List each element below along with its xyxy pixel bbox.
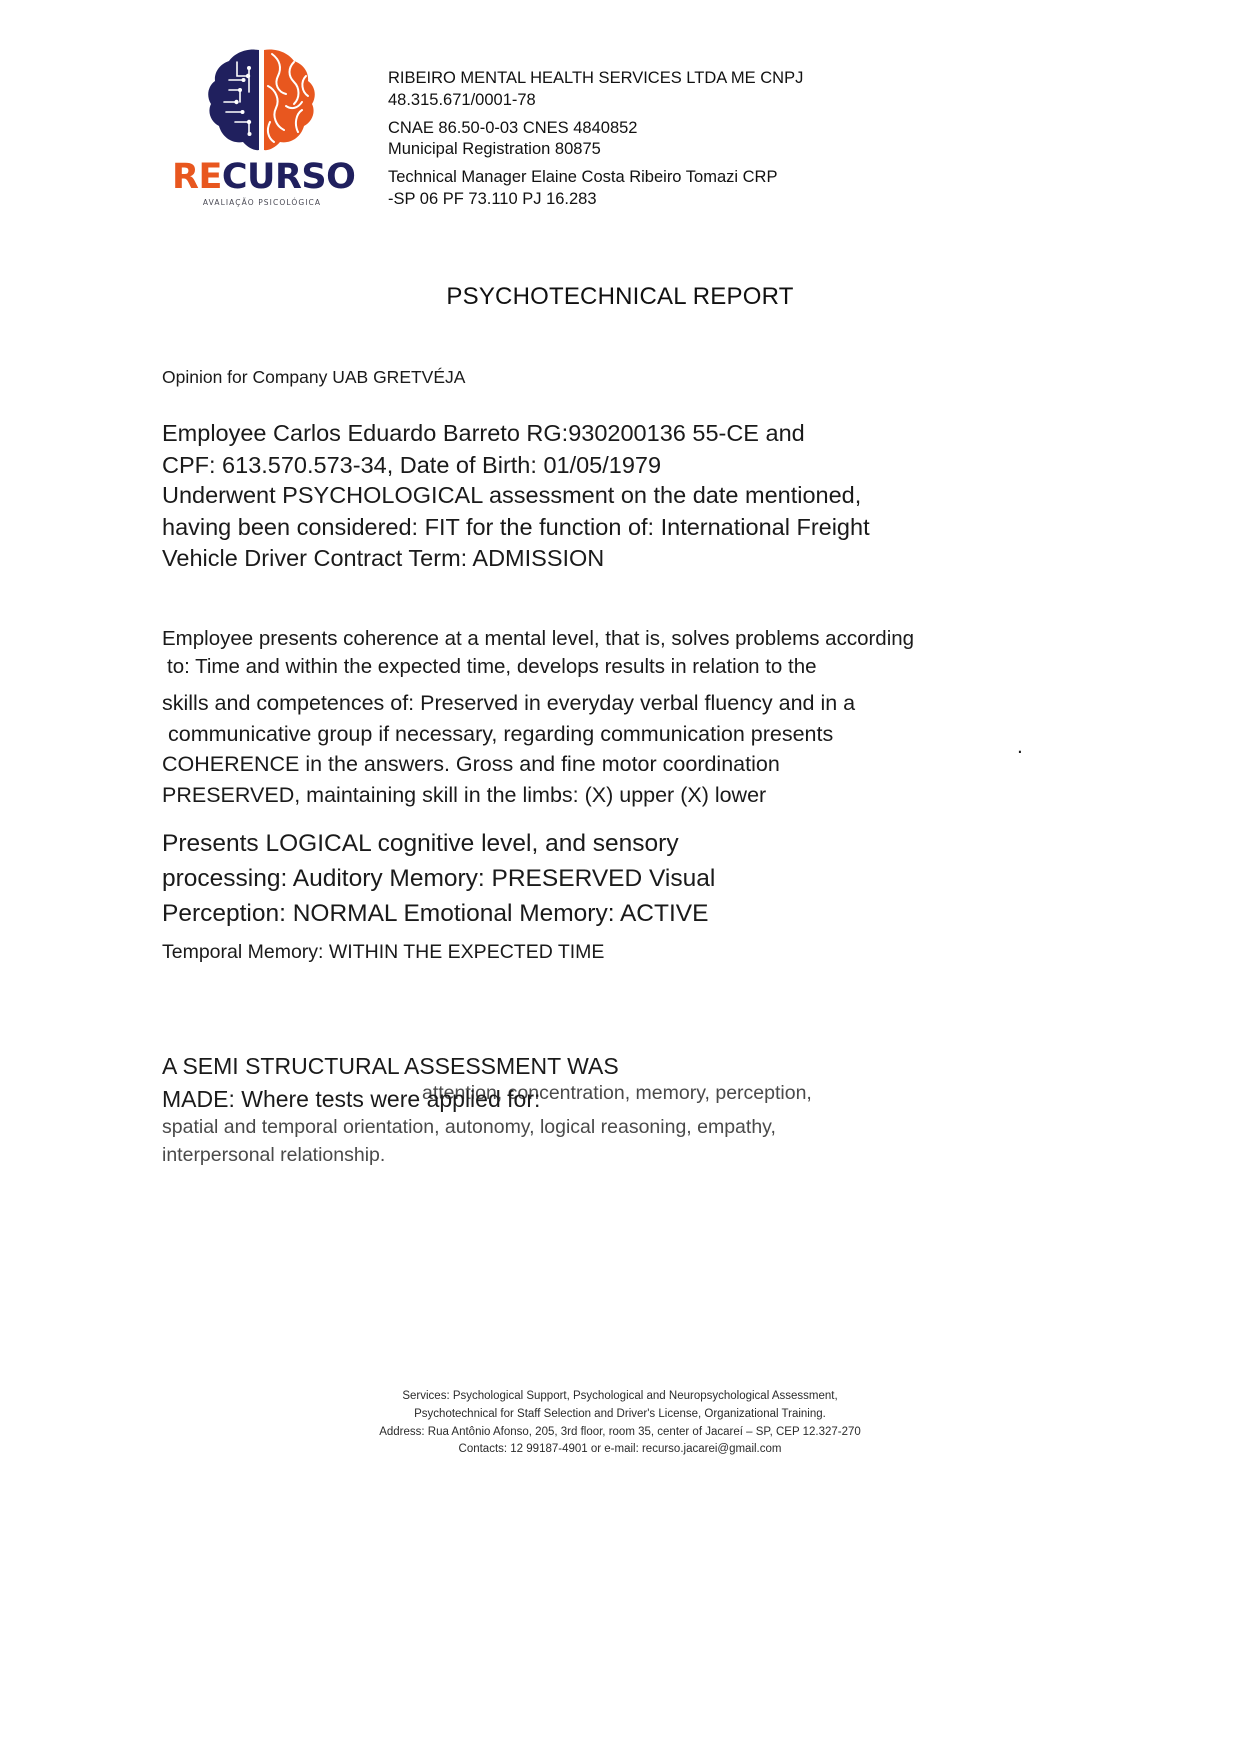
technical-manager-line: Technical Manager Elaine Costa Ribeiro Tomazi CRP <box>388 168 778 187</box>
semi-structural-rest-line-1: spatial and temporal orientation, autonomy, logical reasoning, empathy, <box>162 1116 776 1138</box>
semi-structural-tests-rest <box>162 1113 992 1170</box>
logo-subtitle: AVALIAÇÃO PSICOLÓGICA <box>202 198 322 207</box>
company-cnpj-line: 48.315.671/0001-78 <box>388 90 536 109</box>
company-municipal-registration-line: Municipal Registration 80875 <box>388 140 601 159</box>
company-logo <box>172 46 356 222</box>
assessment-line-3: Vehicle Driver Contract Term: ADMISSION <box>162 545 605 572</box>
assessment-line-2: having been considered: FIT for the function of: International Freight <box>162 513 870 540</box>
logo-wordmark <box>172 157 356 197</box>
cognitive-paragraph <box>162 827 842 931</box>
semi-structural-tests-tail: attention, concentration, memory, perception, <box>422 1082 812 1104</box>
semi-structural-heading-line-1: A SEMI STRUCTURAL ASSESSMENT WAS <box>162 1053 619 1079</box>
technical-manager-crp-line: -SP 06 PF 73.110 PJ 16.283 <box>388 189 597 208</box>
skills-line-2: communicative group if necessary, regarding communication presents <box>168 721 834 746</box>
temporal-memory-line: Temporal Memory: WITHIN THE EXPECTED TIME <box>162 941 605 963</box>
employee-block <box>162 418 1022 481</box>
footer-address-line: Address: Rua Antônio Afonso, 205, 3rd floor, room 35, center of Jacareí – SP, CEP 12.327-270 <box>379 1425 861 1438</box>
footer-psychotechnical-line: Psychotechnical for Staff Selection and Driver's License, Organizational Training. <box>414 1407 826 1420</box>
coherence-line-2: to: Time and within the expected time, develops results in relation to the <box>167 655 817 679</box>
coherence-line-1: Employee presents coherence at a mental level, that is, solves problems according <box>162 627 915 650</box>
document-footer <box>0 1388 1240 1459</box>
brain-icon <box>202 46 322 154</box>
skills-line-4: PRESERVED, maintaining skill in the limbs: (X) upper (X) lower <box>162 782 767 807</box>
company-cnae-line: CNAE 86.50-0-03 CNES 4840852 <box>388 118 638 137</box>
company-info <box>388 68 858 217</box>
skills-line-3: COHERENCE in the answers. Gross and fine motor coordination <box>162 752 780 777</box>
semi-structural-heading <box>162 1050 722 1115</box>
opinion-line: Opinion for Company UAB GRETVÉJA <box>162 367 466 387</box>
skills-line-1: skills and competences of: Preserved in everyday verbal fluency and in a <box>162 691 856 715</box>
coherence-paragraph <box>162 625 992 681</box>
employee-cpf-line: CPF: 613.570.573-34, Date of Birth: 01/05/1979 <box>162 451 662 478</box>
assessment-result-block <box>162 480 992 575</box>
page-title: PSYCHOTECHNICAL REPORT <box>446 283 794 310</box>
skills-paragraph <box>162 688 992 810</box>
semi-structural-heading-line-2: MADE: Where tests were applied for: <box>162 1085 541 1112</box>
footer-contacts-line: Contacts: 12 99187-4901 or e-mail: recurso.jacarei@gmail.com <box>458 1443 782 1456</box>
document-header <box>0 0 1240 240</box>
cognitive-line-3: Perception: NORMAL Emotional Memory: ACTIVE <box>162 899 709 927</box>
footer-services-line: Services: Psychological Support, Psychological and Neuropsychological Assessment, <box>402 1390 838 1402</box>
semi-structural-rest-line-2: interpersonal relationship. <box>162 1144 386 1167</box>
cognitive-line-2: processing: Auditory Memory: PRESERVED Visual <box>162 864 716 892</box>
logo-word-re: RE <box>172 157 222 197</box>
cognitive-line-1: Presents LOGICAL cognitive level, and sensory <box>162 830 679 857</box>
employee-identification-line: Employee Carlos Eduardo Barreto RG:930200136 55-CE and <box>162 420 805 446</box>
logo-word-curso: CURSO <box>221 157 356 197</box>
stray-period-mark: . <box>1017 735 1023 758</box>
company-name-line: RIBEIRO MENTAL HEALTH SERVICES LTDA ME CNPJ <box>388 69 804 87</box>
assessment-line-1: Underwent PSYCHOLOGICAL assessment on the date mentioned, <box>162 482 862 508</box>
